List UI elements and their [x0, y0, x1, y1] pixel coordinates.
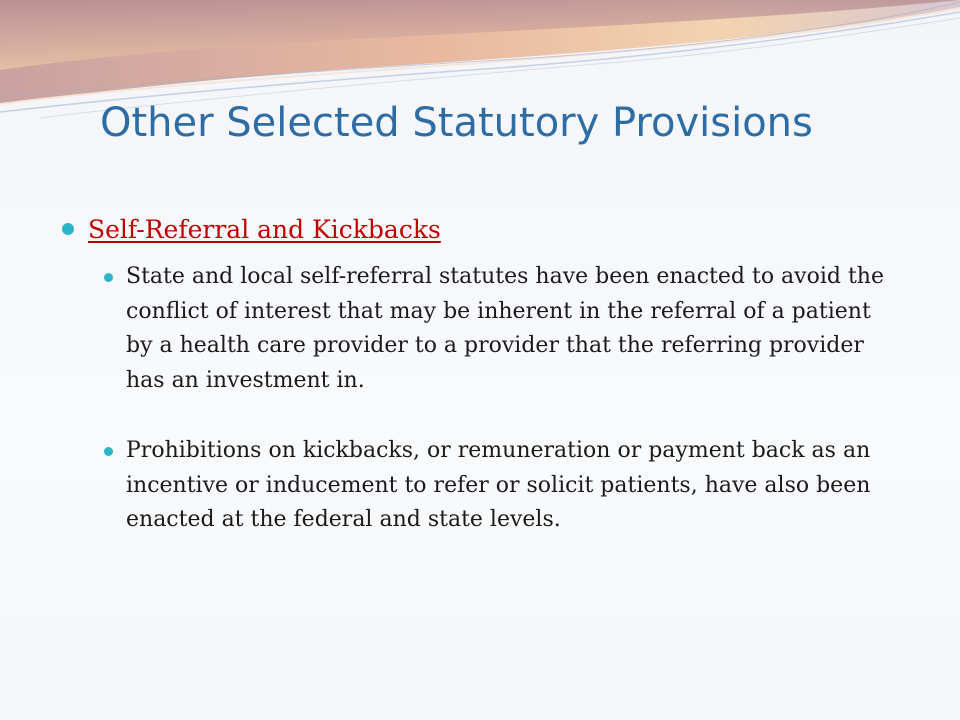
- slide-content: [62, 208, 902, 538]
- spacer: [102, 398, 902, 434]
- sub-bullet-text: State and local self-referral statutes have been enacted to avoid the conflict of interest that may be inherent in the referral of a patient by a health care provider to a provider that the referring provider has an investment in.: [126, 264, 884, 393]
- heading-bullet: [62, 208, 902, 252]
- bullet-dot-icon: [104, 447, 113, 456]
- sub-bullet-list: [62, 260, 902, 538]
- bullet-dot-icon: [62, 223, 74, 235]
- bullet-dot-icon: [104, 273, 113, 282]
- sub-bullet-text: Prohibitions on kickbacks, or remuneration or payment back as an incentive or inducement to refer or solicit patients, have also been enacted at the federal and state levels.: [126, 438, 871, 532]
- self-referral-kickbacks-link[interactable]: Self-Referral and Kickbacks: [88, 215, 441, 244]
- slide-title: Other Selected Statutory Provisions: [100, 100, 813, 146]
- sub-bullet-item: [102, 260, 886, 398]
- sub-bullet-item: [102, 434, 886, 538]
